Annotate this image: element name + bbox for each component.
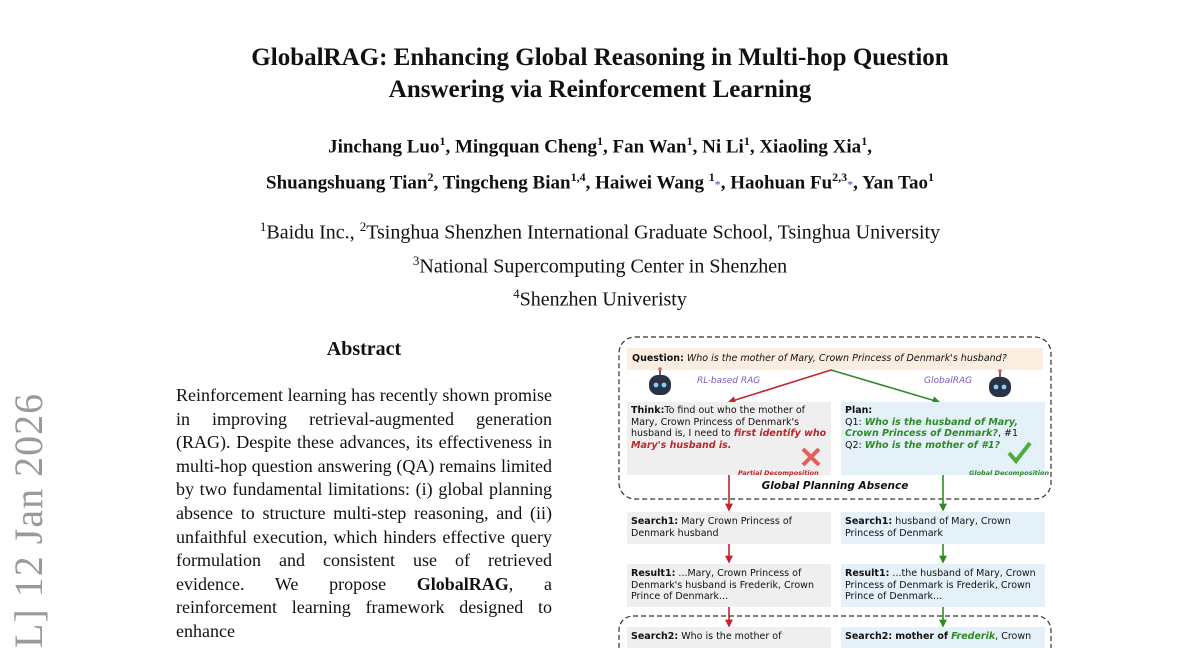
question-text: Question: Who is the mother of Mary, Crown Princess of Denmark's husband? — [632, 353, 1007, 364]
title-line-1: GlobalRAG: Enhancing Global Reasoning in Multi-hop Question — [251, 44, 949, 71]
overview-figure — [617, 335, 1057, 648]
plan-text: Plan: Q1: Who is the husband of Mary, Crown Princess of Denmark?, #1 Q2: Who is the mother of #1? — [845, 405, 1019, 451]
global-decomposition-label: Global Decomposition — [969, 469, 1050, 477]
author-line-1: Jinchang Luo$^1$, Mingquan Cheng$^1$, Fan Wan$^1$, Ni Li$^1$, Xiaoling Xia$^1$, — [328, 134, 872, 158]
author-line-2: Shuangshuang Tian$^2$, Tingcheng Bian$^{1,4}$, Haiwei Wang $^1$*, Haohuan Fu$^{2,3}$*, Yan Tao$^1$ — [266, 170, 934, 194]
paper-title — [0, 42, 1200, 106]
author-list — [0, 126, 1200, 200]
robot-icon-left — [649, 367, 671, 395]
search2-left-text: Search2: Who is the mother of — [631, 631, 782, 642]
affiliations: $^1$Baidu Inc., $^2$Tsinghua Shenzhen International Graduate School, Tsinghua University $^3$National Supercomputing Center in Shenzhen $^4$Shenzhen Univeristy — [259, 219, 941, 311]
result1-right-text: Result1: ...the husband of Mary, Crown Princess of Denmark is Frederik, Crown Prince of Denmark... — [845, 568, 1036, 602]
result1-left-text: Result1: ...Mary, Crown Princess of Denmark's husband is Frederik, Crown Prince of Denmark... — [631, 568, 814, 602]
abstract-heading: Abstract — [326, 338, 402, 360]
search1-left-text: Search1: Mary Crown Princess of Denmark husband — [631, 516, 793, 539]
title-line-2: Answering via Reinforcement Learning — [388, 76, 812, 103]
right-method-label: GlobalRAG — [924, 376, 973, 386]
abstract-body: Reinforcement learning has recently shown promise in improving retrieval-augmented generation (RAG). Despite these advances, its effectiveness in multi-hop question answering (QA) remains limited by two fundamental limitations: (i) global planning absence to structure multi-step reasoning, and (ii) unfaithful execution, which hinders effective query formulation and consistent use of retrieved evidence. We propose GlobalRAG, a reinforcement learning framework designed to enhance — [176, 385, 552, 641]
think-text: Think:To find out who the mother of Mary, Crown Princess of Denmark's husband is, I need to first identify who Mary's husband is. — [631, 405, 827, 451]
search2-right-text: Search2: mother of Frederik, Crown — [845, 631, 1032, 642]
search1-right-text: Search1: husband of Mary, Crown Princess of Denmark — [845, 516, 1011, 539]
robot-icon-right — [989, 369, 1011, 397]
arxiv-stamp: L] 12 Jan 2026 — [6, 392, 51, 648]
global-planning-absence-label: Global Planning Absence — [761, 480, 909, 492]
left-method-label: RL-based RAG — [697, 376, 761, 386]
partial-decomposition-label: Partial Decomposition — [738, 469, 819, 477]
